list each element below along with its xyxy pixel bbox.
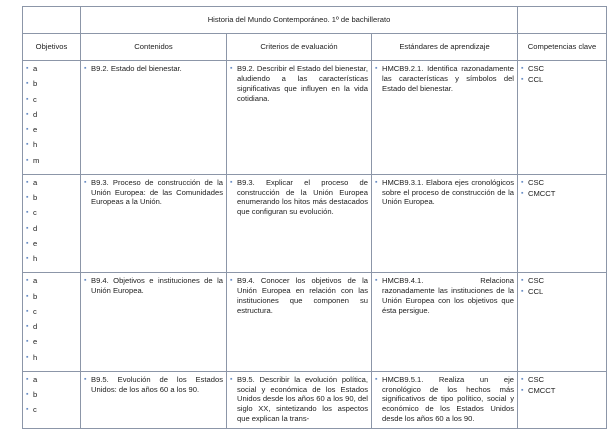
objetivo-item (26, 307, 77, 317)
objetivo-item (26, 375, 77, 385)
objetivo-item-text: a (33, 177, 38, 187)
bullet-icon: ▪ (26, 391, 29, 398)
objetivos-cell (23, 174, 81, 273)
bullet-icon: ▪ (26, 224, 29, 232)
competencias-list (521, 64, 603, 85)
bullet-icon: ▪ (84, 65, 87, 72)
objetivo-item-text: c (33, 208, 37, 218)
estandar-cell-list (375, 276, 514, 315)
objetivo-item-text: e (33, 238, 38, 248)
objetivo-item (26, 193, 77, 203)
bullet-icon: ▪ (26, 353, 29, 361)
bullet-icon: ▪ (26, 156, 29, 164)
table-row (23, 273, 607, 372)
objetivo-item-text: m (33, 155, 40, 165)
objetivo-item (26, 224, 77, 234)
contenido-cell-item (84, 375, 223, 395)
objetivo-item-text: e (33, 337, 38, 347)
bullet-icon: ▪ (230, 178, 233, 186)
competencias-cell (518, 273, 607, 372)
table-row (23, 61, 607, 175)
header-estandares: Estándares de aprendizaje (372, 34, 518, 61)
objetivos-list (26, 276, 77, 362)
competencias-list (521, 375, 603, 396)
objetivos-cell (23, 371, 81, 428)
bullet-icon: ▪ (26, 277, 29, 285)
criterio-cell-item (230, 64, 368, 103)
objetivos-list (26, 64, 77, 165)
estandar-cell-item-text: HMCB9.3.1. Elabora ejes cronológicos sobre el proceso de construcción de la Unión Europea. (382, 177, 514, 207)
objetivo-item-text: h (33, 352, 38, 362)
competencia-item-text: CSC (528, 64, 545, 73)
objetivo-item-text: a (33, 276, 38, 286)
bullet-icon: ▪ (26, 65, 29, 72)
criterio-cell-list (230, 276, 368, 315)
competencias-list (521, 178, 603, 199)
criterio-cell-list (230, 178, 368, 217)
competencia-item-text: CSC (528, 177, 545, 187)
criterio-cell (227, 174, 372, 273)
bullet-icon: ▪ (521, 386, 524, 394)
competencia-item-text: CCL (528, 287, 544, 297)
bullet-icon: ▪ (26, 194, 29, 201)
objetivo-item-text: d (33, 223, 38, 233)
bullet-icon: ▪ (375, 375, 378, 383)
objetivo-item (26, 353, 77, 363)
objetivos-list (26, 178, 77, 264)
curriculum-table-container (22, 6, 607, 429)
bullet-icon: ▪ (26, 95, 29, 103)
competencia-item (521, 287, 603, 297)
bullet-icon: ▪ (375, 277, 378, 285)
bullet-icon: ▪ (26, 323, 29, 330)
estandar-cell (372, 61, 518, 175)
estandar-cell-list (375, 178, 514, 208)
contenido-cell-list (84, 276, 223, 296)
estandar-cell-list (375, 375, 514, 424)
competencias-cell (518, 371, 607, 428)
bullet-icon: ▪ (26, 209, 29, 217)
competencia-item (521, 375, 603, 385)
contenido-cell-item (84, 178, 223, 208)
competencia-item-text: CSC (528, 276, 545, 286)
bullet-icon: ▪ (26, 255, 29, 262)
contenido-cell (81, 61, 227, 175)
objetivo-item (26, 178, 77, 188)
objetivo-item-text: d (33, 322, 38, 331)
estandar-cell (372, 371, 518, 428)
contenido-cell-item (84, 64, 223, 74)
estandar-cell-item (375, 64, 514, 94)
contenido-cell (81, 371, 227, 428)
objetivo-item (26, 110, 77, 120)
criterio-cell-list (230, 64, 368, 103)
contenido-cell (81, 174, 227, 273)
estandar-cell (372, 273, 518, 372)
bullet-icon: ▪ (521, 178, 524, 186)
objetivo-item-text: c (33, 306, 37, 316)
empty-corner-cell (23, 7, 81, 34)
bullet-icon: ▪ (26, 375, 29, 383)
competencia-item (521, 386, 603, 396)
table-body (23, 61, 607, 429)
bullet-icon: ▪ (26, 292, 29, 300)
contenido-cell-item-text: B9.4. Objetivos e instituciones de la Unión Europea. (91, 276, 223, 296)
criterio-cell-item (230, 178, 368, 217)
criterio-cell-item-text: B9.2. Describir el Estado del bienestar, aludiendo a las características significativas que influyen en la vida cotidiana. (237, 64, 368, 103)
bullet-icon: ▪ (521, 375, 524, 383)
bullet-icon: ▪ (521, 277, 524, 285)
objetivo-item-text: c (33, 94, 37, 104)
objetivo-item-text: b (33, 193, 38, 202)
competencia-item-text: CCL (528, 74, 544, 84)
competencia-item (521, 64, 603, 74)
competencia-item-text: CMCCT (528, 385, 556, 395)
table-row (23, 174, 607, 273)
contenido-cell-list (84, 64, 223, 74)
bullet-icon: ▪ (84, 277, 87, 285)
bullet-icon: ▪ (26, 80, 29, 88)
contenido-cell-list (84, 178, 223, 208)
objetivo-item-text: h (33, 140, 38, 150)
objetivo-item-text: a (33, 64, 38, 73)
header-competencias: Competencias clave (518, 34, 607, 61)
bullet-icon: ▪ (26, 141, 29, 149)
objetivo-item-text: b (33, 291, 38, 301)
criterio-cell-item-text: B9.3. Explicar el proceso de construcción de la Unión Europea enumerando los hitos más destacados que configuran su evolución. (237, 177, 368, 217)
bullet-icon: ▪ (521, 189, 524, 197)
competencia-item (521, 276, 603, 286)
bullet-icon: ▪ (84, 375, 87, 383)
criterio-cell (227, 61, 372, 175)
objetivo-item-text: b (33, 390, 38, 399)
estandar-cell-item (375, 375, 514, 424)
bullet-icon: ▪ (230, 65, 233, 72)
objetivo-item (26, 254, 77, 264)
objetivo-item (26, 208, 77, 218)
empty-title-cell (518, 7, 607, 34)
criterio-cell (227, 371, 372, 428)
bullet-icon: ▪ (26, 239, 29, 247)
objetivo-item (26, 125, 77, 135)
competencias-cell (518, 174, 607, 273)
contenido-cell (81, 273, 227, 372)
bullet-icon: ▪ (521, 75, 524, 83)
criterio-cell-item-text: B9.5. Describir la evolución política, social y económica de los Estados Unidos desde los años 60 a los 90, del siglo XX, sintetizando los aspectos que explican la trans- (237, 374, 368, 424)
curriculum-table (22, 6, 607, 429)
bullet-icon: ▪ (26, 126, 29, 133)
objetivo-item-text: h (33, 254, 38, 263)
criterio-cell-list (230, 375, 368, 424)
bullet-icon: ▪ (26, 307, 29, 315)
competencia-item (521, 178, 603, 188)
estandar-cell-item (375, 178, 514, 208)
header-objetivos: Objetivos (23, 34, 81, 61)
objetivo-item (26, 292, 77, 302)
contenido-cell-item-text: B9.3. Proceso de construcción de la Unión Europea: de las Comunidades Europeas a la Unión. (91, 177, 223, 207)
objetivo-item-text: e (33, 125, 38, 134)
objetivo-item (26, 337, 77, 347)
header-contenidos: Contenidos (81, 34, 227, 61)
estandar-cell-item-text: HMCB9.2.1. Identifica razonadamente las características y símbolos del Estado del bienestar. (382, 64, 514, 93)
estandar-cell-item-text: HMCB9.5.1. Realiza un eje cronológico de los hechos más significativos de tipo político, social y económico de los Estados Unidos desde los años 60 a los 90. (382, 374, 514, 424)
bullet-icon: ▪ (26, 406, 29, 414)
criterio-cell-item (230, 375, 368, 424)
objetivo-item (26, 276, 77, 286)
contenido-cell-item-text: B9.5. Evolución de los Estados Unidos: de los años 60 a los 90. (91, 374, 223, 394)
objetivo-item (26, 79, 77, 89)
objetivo-item-text: a (33, 374, 38, 384)
bullet-icon: ▪ (375, 178, 378, 186)
criterio-cell-item-text: B9.4. Conocer los objetivos de la Unión Europea en relación con las instituciones que componen su estructura. (237, 276, 368, 315)
objetivos-list (26, 375, 77, 415)
table-row (23, 371, 607, 428)
competencia-item (521, 75, 603, 85)
objetivo-item-text: b (33, 79, 38, 89)
competencia-item-text: CSC (528, 374, 545, 384)
table-title: Historia del Mundo Contemporáneo. 1º de bachillerato (81, 7, 518, 34)
objetivo-item (26, 239, 77, 249)
criterio-cell-item (230, 276, 368, 315)
competencia-item-text: CMCCT (528, 188, 556, 198)
bullet-icon: ▪ (26, 338, 29, 346)
objetivo-item (26, 390, 77, 400)
bullet-icon: ▪ (521, 65, 524, 72)
contenido-cell-item-text: B9.2. Estado del bienestar. (91, 64, 182, 73)
competencia-item (521, 189, 603, 199)
objetivo-item (26, 95, 77, 105)
bullet-icon: ▪ (26, 110, 29, 118)
competencias-list (521, 276, 603, 297)
bullet-icon: ▪ (26, 178, 29, 186)
objetivo-item (26, 140, 77, 150)
estandar-cell (372, 174, 518, 273)
contenido-cell-list (84, 375, 223, 395)
estandar-cell-list (375, 64, 514, 94)
estandar-cell-item-text: HMCB9.4.1. Relaciona razonadamente las instituciones de la Unión Europea con los objetivos que ésta persigue. (382, 276, 514, 315)
estandar-cell-item (375, 276, 514, 315)
objetivo-item (26, 64, 77, 74)
objetivos-cell (23, 61, 81, 175)
objetivos-cell (23, 273, 81, 372)
header-criterios: Criterios de evaluación (227, 34, 372, 61)
contenido-cell-item (84, 276, 223, 296)
objetivo-item (26, 322, 77, 332)
objetivo-item-text: c (33, 405, 37, 415)
objetivo-item-text: d (33, 109, 38, 119)
criterio-cell (227, 273, 372, 372)
competencias-cell (518, 61, 607, 175)
bullet-icon: ▪ (84, 178, 87, 186)
objetivo-item (26, 405, 77, 415)
bullet-icon: ▪ (521, 288, 524, 296)
bullet-icon: ▪ (230, 375, 233, 383)
bullet-icon: ▪ (230, 277, 233, 285)
objetivo-item (26, 156, 77, 166)
bullet-icon: ▪ (375, 65, 378, 72)
